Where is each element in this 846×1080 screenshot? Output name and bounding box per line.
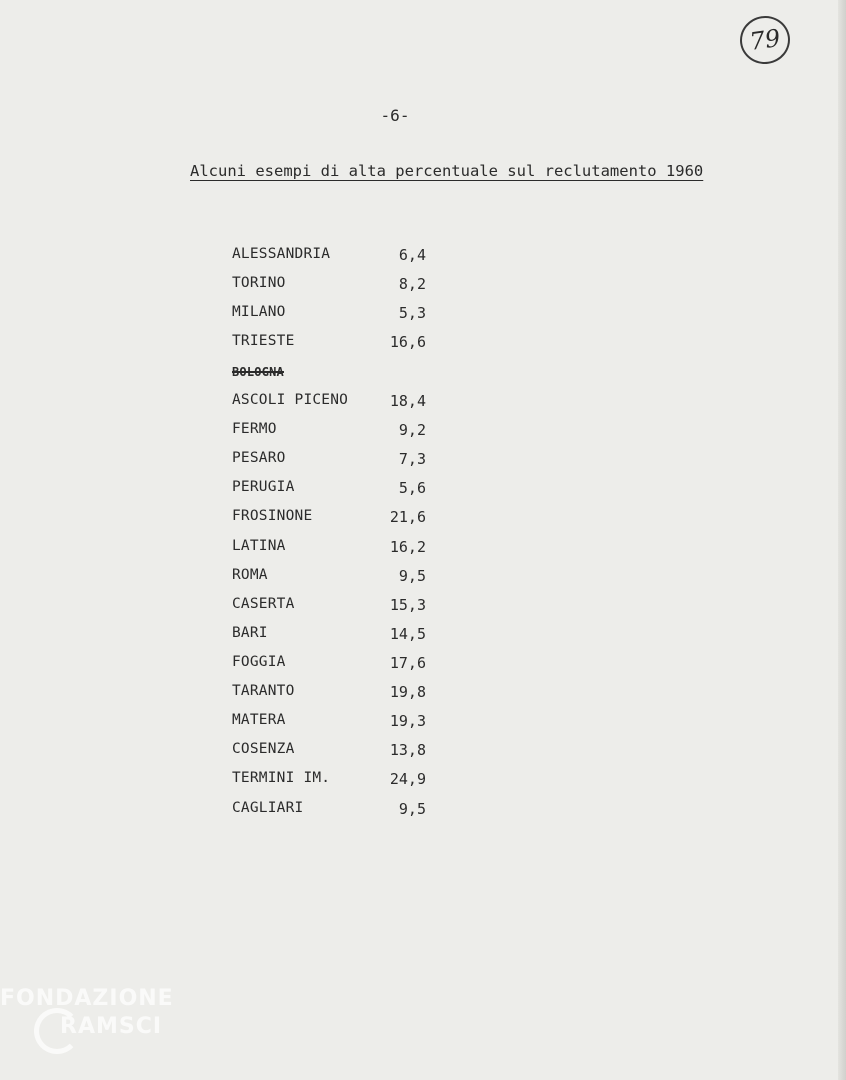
city-name: FROSINONE	[232, 508, 313, 524]
city-name: CAGLIARI	[232, 800, 304, 816]
city-name: TARANTO	[232, 683, 295, 699]
percentage-value: 5,3	[398, 304, 426, 322]
percentage-value: 17,6	[389, 654, 426, 672]
percentage-value: 18,4	[389, 392, 426, 410]
city-name: FERMO	[232, 421, 277, 437]
percentage-value: 16,6	[389, 333, 426, 351]
city-name: TERMINI IM.	[232, 770, 331, 786]
city-name: CASERTA	[232, 596, 295, 612]
city-name: BARI	[232, 625, 268, 641]
percentage-value: 13,8	[389, 741, 426, 759]
city-name: MILANO	[232, 304, 286, 320]
faint-signature: ​	[16, 820, 28, 918]
watermark-line-1: FONDAZIONE	[0, 986, 174, 1011]
percentage-value: 6,4	[398, 246, 426, 264]
archive-watermark-logo	[0, 986, 174, 1039]
percentage-value: 9,2	[398, 421, 426, 439]
percentage-value: 19,3	[389, 712, 426, 730]
city-name: FOGGIA	[232, 654, 286, 670]
city-name: ROMA	[232, 567, 268, 583]
archive-number-stamp: 79	[737, 13, 793, 67]
city-name: TORINO	[232, 275, 286, 291]
percentage-value: 19,8	[389, 683, 426, 701]
city-name: PERUGIA	[232, 479, 295, 495]
city-name: TRIESTE	[232, 333, 295, 349]
percentage-value: 7,3	[398, 450, 426, 468]
city-name: COSENZA	[232, 741, 295, 757]
city-name: ALESSANDRIA	[232, 246, 331, 262]
percentage-value: 16,2	[389, 538, 426, 556]
percentage-value: 5,6	[398, 479, 426, 497]
percentage-value: 9,5	[398, 567, 426, 585]
percentage-value: 8,2	[398, 275, 426, 293]
percentage-value: 15,3	[389, 596, 426, 614]
percentage-value: 21,6	[389, 508, 426, 526]
percentage-value: 9,5	[398, 800, 426, 818]
city-name: ASCOLI PICENO	[232, 392, 349, 408]
document-title: Alcuni esempi di alta percentuale sul reclutamento 1960	[190, 162, 704, 180]
page-number: -6-	[380, 106, 410, 125]
percentage-value: 24,9	[389, 770, 426, 788]
percentage-value: 14,5	[389, 625, 426, 643]
city-name: LATINA	[232, 538, 286, 554]
city-name-struck: BOLOGNA	[232, 365, 284, 379]
city-name: MATERA	[232, 712, 286, 728]
watermark-line-2: RAMSCI	[60, 1014, 163, 1039]
city-name: PESARO	[232, 450, 286, 466]
